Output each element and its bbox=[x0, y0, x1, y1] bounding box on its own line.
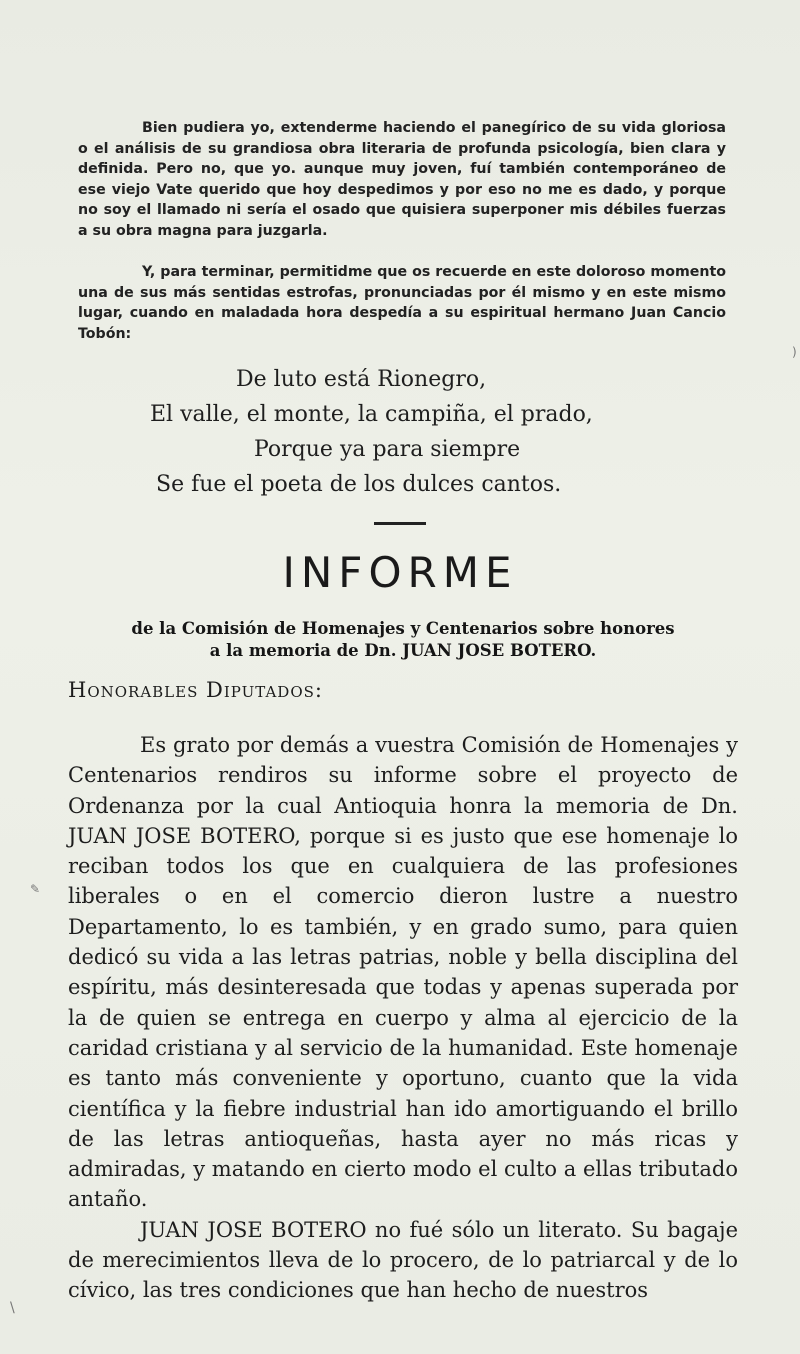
body-paragraph-2: JUAN JOSE BOTERO no fué sólo un literato. Su bagaje de merecimientos lleva de lo procero, de lo patriarcal y de lo cívico, las tres condiciones que han hecho de nuestros bbox=[68, 1217, 738, 1303]
margin-mark: ) bbox=[792, 345, 797, 359]
section-divider bbox=[374, 522, 426, 525]
body-paragraph-1: Es grato por demás a vuestra Comisión de Homenajes y Centenarios rendiros su informe sobre el proyecto de Ordenanza por la cual Antioquia honra la memoria de Dn. JUAN JOSE BOTERO, porque si es justo que ese homenaje lo reciban todos los que en cualquiera de las profesiones liberales o en el comercio dieron lustre a nuestro Departamento, lo es también, y en grado sumo, para quien dedicó su vida a las letras patrias, noble y bella disciplina del espíritu, más desinteresada que todas y apenas superada por la de quien se entrega en cuerpo y alma al ejercicio de la caridad cristiana y al servicio de la humanidad. Este homenaje es tanto más conveniente y oportuno, cuanto que la vida científica y la fiebre industrial han ido amortiguando el brillo de las letras antioqueñas, hasta ayer no más ricas y admiradas, y matando en cierto modo el culto a ellas tributado antaño. bbox=[68, 733, 738, 1212]
intro-paragraph-2: Y, para terminar, permitidme que os recuerde en este doloroso momento una de sus más sentidas estrofas, pronunciadas por él mismo y en este mismo lugar, cuando en maladada hora despedía a su espiritual hermano Juan Cancio Tobón: bbox=[78, 264, 726, 342]
subtitle-line: de la Comisión de Homenajes y Centenarios sobre honores bbox=[131, 619, 675, 638]
verse-line: Porque ya para siempre bbox=[254, 437, 521, 462]
report-body bbox=[68, 730, 738, 1306]
report-subtitle bbox=[68, 618, 738, 662]
closing-section bbox=[78, 262, 726, 344]
verse-line: Se fue el poeta de los dulces cantos. bbox=[156, 472, 562, 497]
verse-line: El valle, el monte, la campiña, el prado, bbox=[150, 402, 593, 427]
verse-line: De luto está Rionegro, bbox=[236, 367, 487, 392]
subtitle-line: a la memoria de Dn. JUAN JOSE BOTERO. bbox=[209, 641, 597, 660]
verse-stanza bbox=[150, 362, 630, 502]
intro-section bbox=[78, 118, 726, 242]
intro-paragraph-1: Bien pudiera yo, extenderme haciendo el panegírico de su vida gloriosa o el análisis de su grandiosa obra literaria de profunda psicología, bien clara y definida. Pero no, que yo. aunque muy joven, fuí también contemporáneo de ese viejo Vate querido que hoy despedimos y por eso no me es dado, y porque no soy el llamado ni sería el osado que quisiera superponer mis débiles fuerzas a su obra magna para juzgarla. bbox=[78, 120, 726, 239]
margin-mark: ✎ bbox=[30, 882, 41, 896]
report-heading: INFORME bbox=[282, 548, 518, 597]
salutation: Honorables Diputados: bbox=[68, 678, 323, 702]
margin-mark: \ bbox=[10, 1300, 15, 1316]
